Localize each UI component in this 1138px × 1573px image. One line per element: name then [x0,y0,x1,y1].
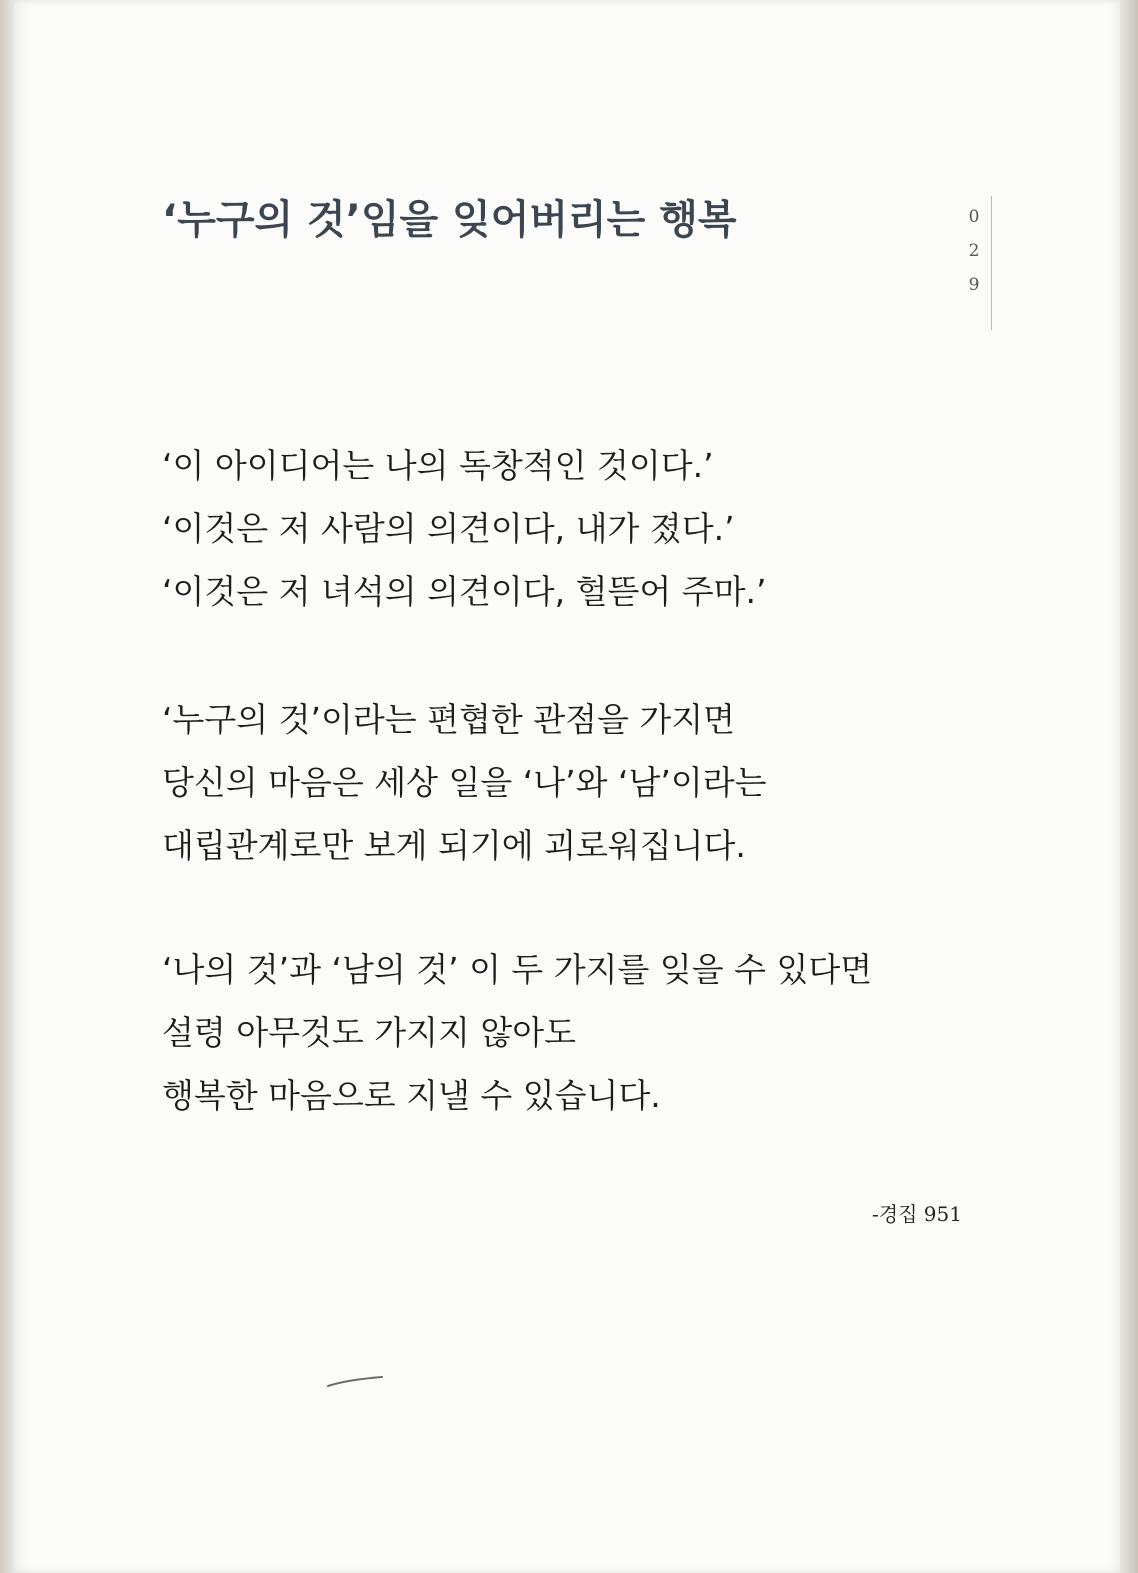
page-number-digit: 0 [968,207,980,227]
stanza-1 [162,434,766,623]
stanza-line: ‘이 아이디어는 나의 독창적인 것이다.’ [162,446,714,485]
page-left-edge [0,0,14,1573]
page-number [962,200,986,302]
page-number-rule [991,196,992,330]
stanza-line: 설령 아무것도 가지지 않아도 [162,1013,577,1052]
page-number-digit: 9 [968,275,980,295]
stanza-line: ‘이것은 저 녀석의 의견이다, 헐뜯어 주마.’ [162,572,767,611]
stanza-line: 당신의 마음은 세상 일을 ‘나’와 ‘남’이라는 [162,763,767,802]
stanza-line: ‘이것은 저 사람의 의견이다, 내가 졌다.’ [162,509,735,548]
stanza-line: 행복한 마음으로 지낼 수 있습니다. [162,1076,661,1115]
page-right-edge [1120,0,1138,1573]
stanza-2 [162,688,766,877]
stanza-line: 대립관계로만 보게 되기에 괴로워집니다. [162,826,746,865]
stanza-line: ‘누구의 것’이라는 편협한 관점을 가지면 [162,700,735,739]
stanza-3 [162,938,872,1127]
stanza-line: ‘나의 것’과 ‘남의 것’ 이 두 가지를 잊을 수 있다면 [162,950,873,989]
book-page [14,0,1120,1573]
page-number-digit: 2 [968,241,980,261]
source-citation: -경집 951 [872,1202,962,1226]
page-title: ‘누구의 것’임을 잊어버리는 행복 [162,197,737,243]
pencil-mark [326,1374,386,1390]
